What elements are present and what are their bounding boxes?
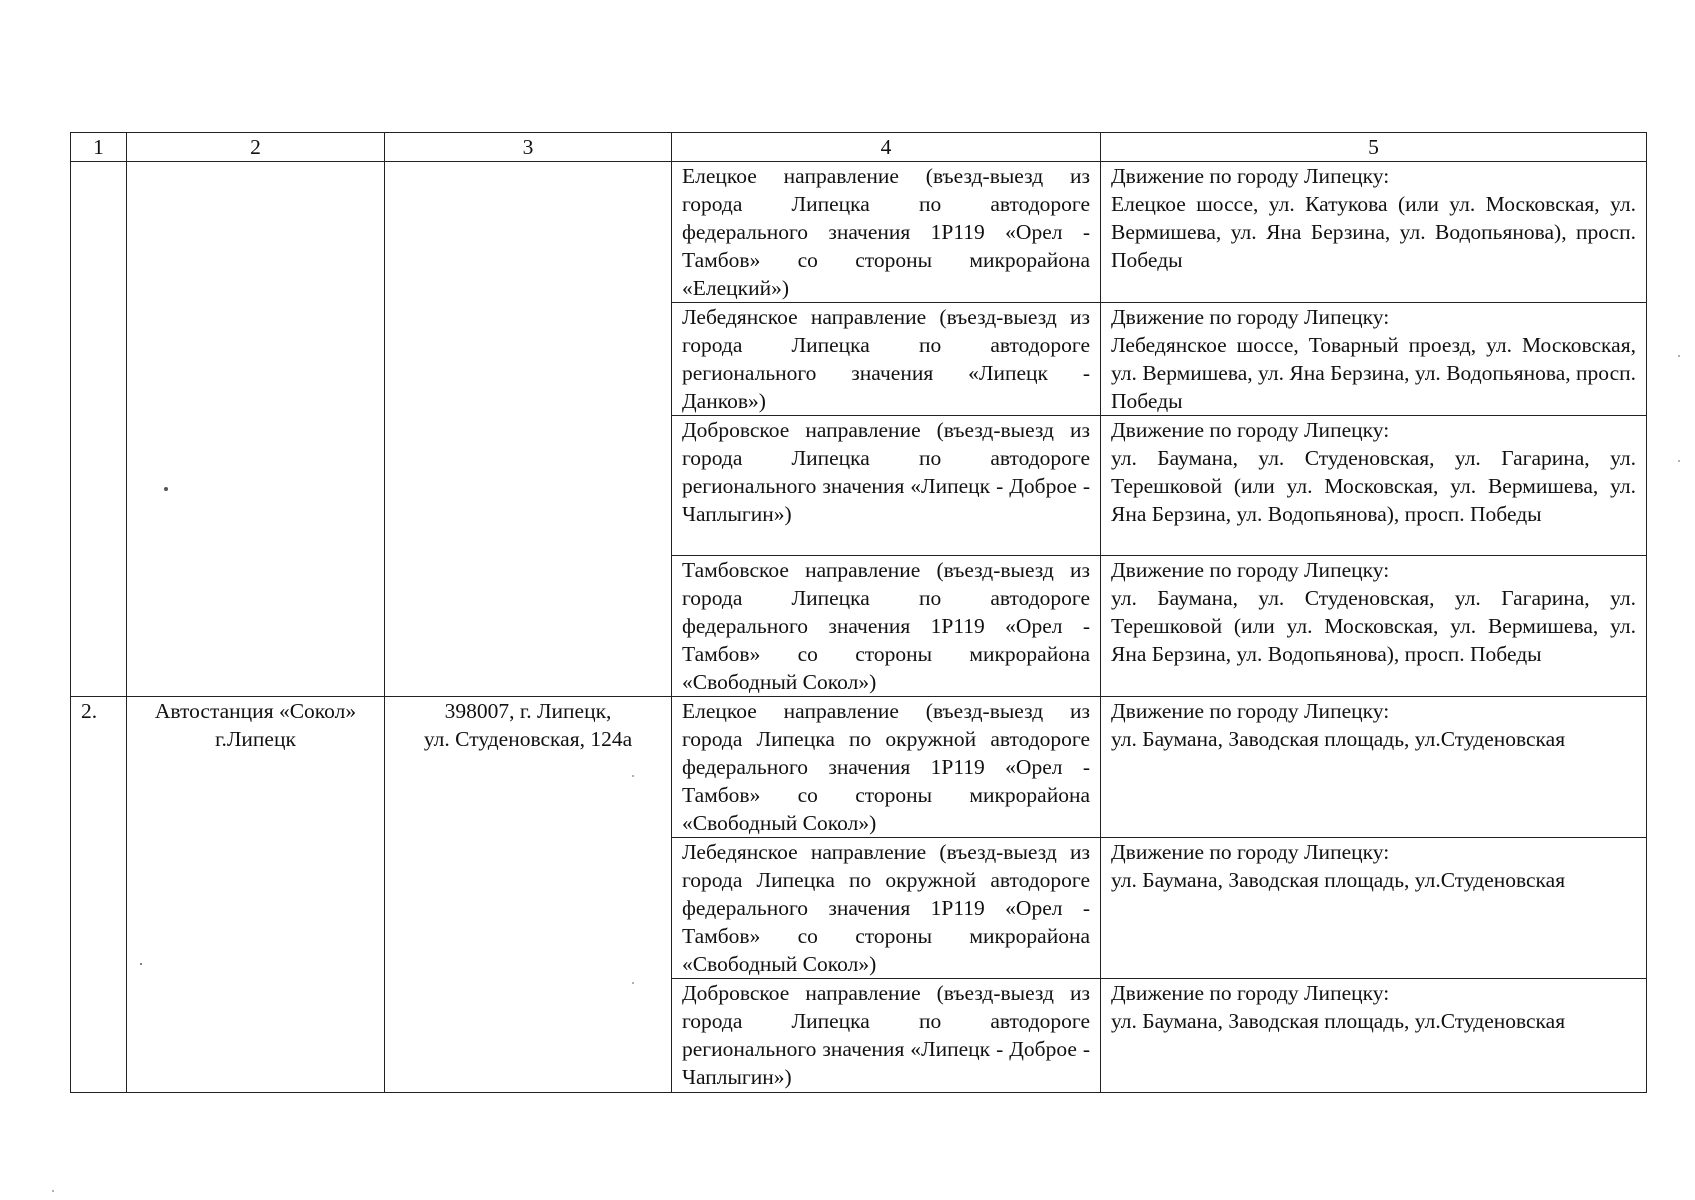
- direction-cell: Тамбовское направление (въезд-выезд из города Липецка по автодороге федерального значения 1Р119 «Орел - Тамбов» со стороны микрорайона «Свободный Сокол»): [672, 556, 1101, 697]
- station-address-cell: [385, 162, 672, 697]
- route-heading: Движение по городу Липецку:: [1111, 305, 1390, 329]
- station-address-line-2: ул. Студеновская, 124а: [423, 727, 633, 751]
- route-cell: [1101, 838, 1647, 979]
- row-number-cell: 2.: [71, 697, 127, 1093]
- header-cell-4: 4: [672, 133, 1101, 162]
- route-text: ул. Баумана, Заводская площадь, ул.Студеновская: [1111, 727, 1566, 751]
- route-heading: Движение по городу Липецку:: [1111, 840, 1390, 864]
- station-name-line-2: г.Липецк: [215, 727, 296, 751]
- route-heading: Движение по городу Липецку:: [1111, 558, 1390, 582]
- scan-speck: [164, 487, 168, 491]
- station-name-line-1: Автостанция «Сокол»: [154, 699, 357, 723]
- route-cell: [1101, 697, 1647, 838]
- route-cell: [1101, 303, 1647, 416]
- route-text: ул. Баумана, Заводская площадь, ул.Студеновская: [1111, 868, 1566, 892]
- scan-speck: [1678, 460, 1680, 462]
- row-number-cell: [71, 162, 127, 697]
- direction-cell: Лебедянское направление (въезд-выезд из города Липецка по автодороге регионального значения «Липецк - Данков»): [672, 303, 1101, 416]
- route-text: Лебедянское шоссе, Товарный проезд, ул. Московская, ул. Вермишева, ул. Яна Берзина, ул. Водопьянова, просп. Победы: [1111, 333, 1636, 413]
- direction-cell: Лебедянское направление (въезд-выезд из города Липецка по окружной автодороге федерального значения 1Р119 «Орел - Тамбов» со стороны микрорайона «Свободный Сокол»): [672, 838, 1101, 979]
- table-row: [71, 162, 1647, 303]
- route-heading: Движение по городу Липецку:: [1111, 164, 1390, 188]
- table-row: [71, 697, 1647, 838]
- direction-cell: Добровское направление (въезд-выезд из города Липецка по автодороге регионального значения «Липецк - Доброе - Чаплыгин»): [672, 979, 1101, 1093]
- station-name-cell: [127, 697, 385, 1093]
- direction-cell: Добровское направление (въезд-выезд из города Липецка по автодороге регионального значения «Липецк - Доброе - Чаплыгин»): [672, 416, 1101, 556]
- header-row: [71, 133, 1647, 162]
- route-heading: Движение по городу Липецку:: [1111, 699, 1390, 723]
- station-address-line-1: 398007, г. Липецк,: [444, 699, 612, 723]
- route-text: ул. Баумана, ул. Студеновская, ул. Гагарина, ул. Терешковой (или ул. Московская, ул. Вермишева, ул. Яна Берзина, ул. Водопьянова), просп. Победы: [1111, 446, 1636, 526]
- scan-speck: [632, 775, 634, 777]
- direction-cell: Елецкое направление (въезд-выезд из города Липецка по автодороге федерального значения 1Р119 «Орел - Тамбов» со стороны микрорайона «Елецкий»): [672, 162, 1101, 303]
- scan-speck: [632, 982, 634, 984]
- header-cell-1: 1: [71, 133, 127, 162]
- header-cell-2: 2: [127, 133, 385, 162]
- route-heading: Движение по городу Липецку:: [1111, 418, 1390, 442]
- route-cell: [1101, 416, 1647, 556]
- route-text: ул. Баумана, Заводская площадь, ул.Студеновская: [1111, 1009, 1566, 1033]
- station-address-cell: [385, 697, 672, 1093]
- route-cell: [1101, 979, 1647, 1093]
- routes-table: [70, 132, 1647, 1093]
- scan-speck: [1678, 355, 1680, 357]
- route-text: Елецкое шоссе, ул. Катукова (или ул. Московская, ул. Вермишева, ул. Яна Берзина, ул. Водопьянова), просп. Победы: [1111, 192, 1636, 272]
- scan-speck: [140, 963, 142, 965]
- header-cell-5: 5: [1101, 133, 1647, 162]
- scan-speck: [52, 1190, 54, 1192]
- route-cell: [1101, 556, 1647, 697]
- route-cell: [1101, 162, 1647, 303]
- route-heading: Движение по городу Липецку:: [1111, 981, 1390, 1005]
- header-cell-3: 3: [385, 133, 672, 162]
- direction-cell: Елецкое направление (въезд-выезд из города Липецка по окружной автодороге федерального значения 1Р119 «Орел - Тамбов» со стороны микрорайона «Свободный Сокол»): [672, 697, 1101, 838]
- route-text: ул. Баумана, ул. Студеновская, ул. Гагарина, ул. Терешковой (или ул. Московская, ул. Вермишева, ул. Яна Берзина, ул. Водопьянова), просп. Победы: [1111, 586, 1636, 666]
- station-name-cell: [127, 162, 385, 697]
